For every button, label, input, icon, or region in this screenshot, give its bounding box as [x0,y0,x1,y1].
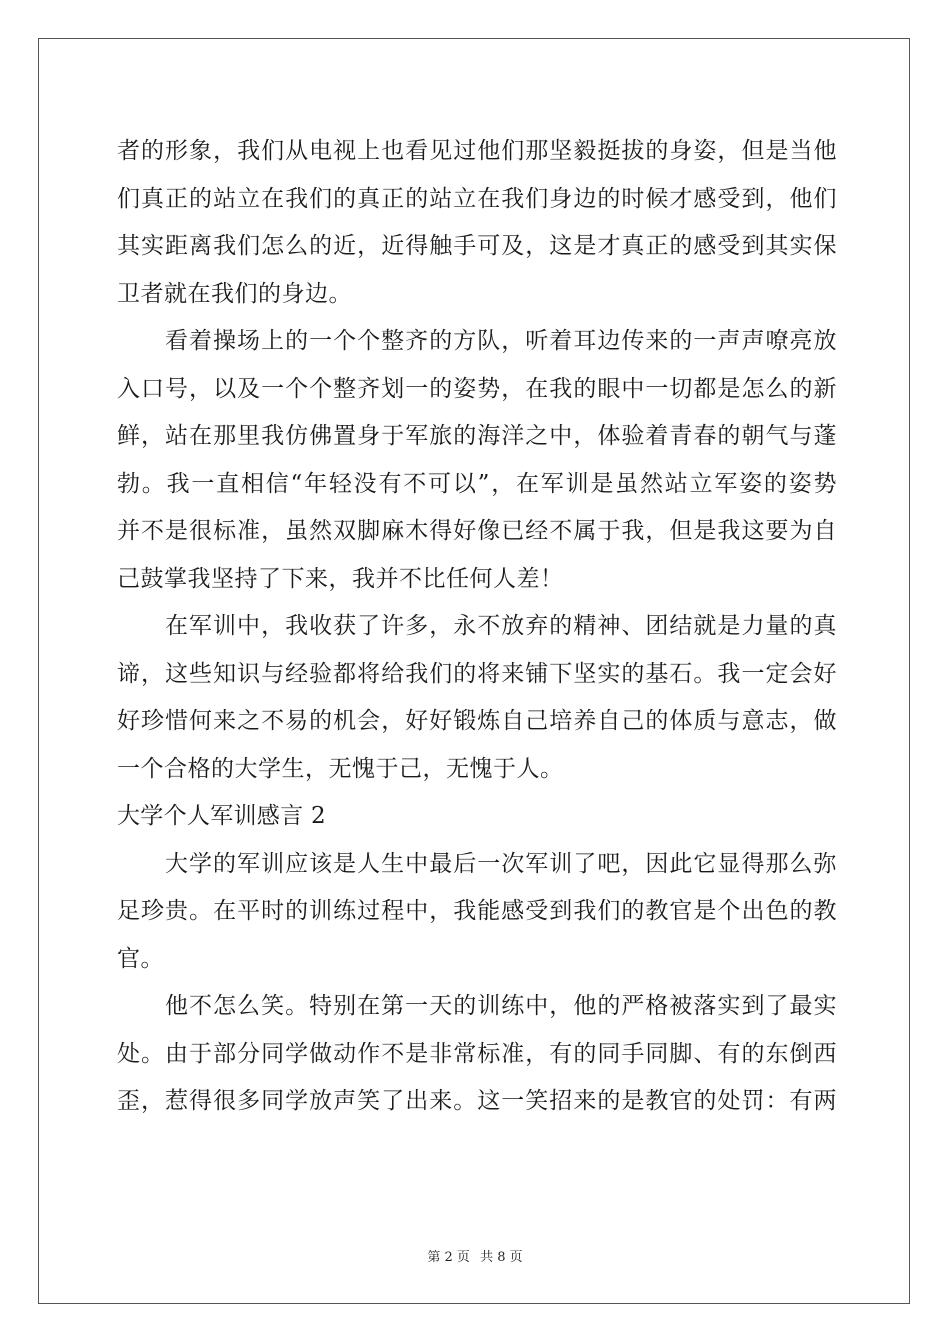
page-footer [0,1246,950,1265]
text-line: 大学的军训应该是人生中最后一次军训了吧，因此它显得那么弥 [165,850,837,877]
heading-text: 大学个人军训感言 2 [117,803,326,829]
text-line: 足珍贵。在平时的训练过程中，我能感受到我们的教官是个出色的教 [117,898,837,924]
text-line: 谛，这些知识与经验都将给我们的将来铺下坚实的基石。我一定会好 [117,660,837,687]
paragraph [117,983,837,1126]
text-line: 入口号，以及一个个整齐划一的姿势，在我的眼中一切都是怎么的新 [117,375,837,402]
paragraph [117,318,837,603]
text-line: 其实距离我们怎么的近，近得触手可及，这是才真正的感受到其实保 [117,233,837,259]
paragraph [117,128,837,318]
page-total: 共 8 页 [480,1250,523,1265]
text-line: 勃。我一直相信“年轻没有不可以”，在军训是虽然站立军姿的姿势 [117,470,837,497]
text-line: 己鼓掌我坚持了下来，我并不比任何人差！ [117,565,564,592]
text-line: 歪，惹得很多同学放声笑了出来。这一笑招来的是教官的处罚：有两 [117,1088,837,1114]
text-line: 处。由于部分同学做动作不是非常标准，有的同手同脚、有的东倒西 [117,1040,837,1067]
text-line: 并不是很标准，虽然双脚麻木得好像已经不属于我，但是我这要为自 [117,518,837,544]
paragraph [117,841,837,984]
page-number: 第 2 页 [427,1250,470,1265]
text-line: 他不怎么笑。特别在第一天的训练中，他的严格被落实到了最实 [165,993,837,1019]
section-heading [117,793,837,841]
text-line: 者的形象，我们从电视上也看见过他们那坚毅挺拔的身姿，但是当他 [117,138,837,164]
text-line: 好珍惜何来之不易的机会，好好锻炼自己培养自己的体质与意志，做 [117,708,837,734]
document-body [117,128,837,1126]
text-line: 们真正的站立在我们的真正的站立在我们身边的时候才感受到，他们 [117,185,837,212]
paragraph [117,603,837,793]
text-line: 看着操场上的一个个整齐的方队，听着耳边传来的一声声嘹亮放 [165,328,837,354]
text-line: 在军训中，我收获了许多，永不放弃的精神、团结就是力量的真 [165,613,837,639]
text-line: 卫者就在我们的身边。 [117,280,352,307]
text-line: 鲜，站在那里我仿佛置身于军旅的海洋之中，体验着青春的朝气与蓬 [117,423,837,449]
text-line: 官。 [117,945,164,972]
text-line: 一个合格的大学生，无愧于己，无愧于人。 [117,755,564,782]
